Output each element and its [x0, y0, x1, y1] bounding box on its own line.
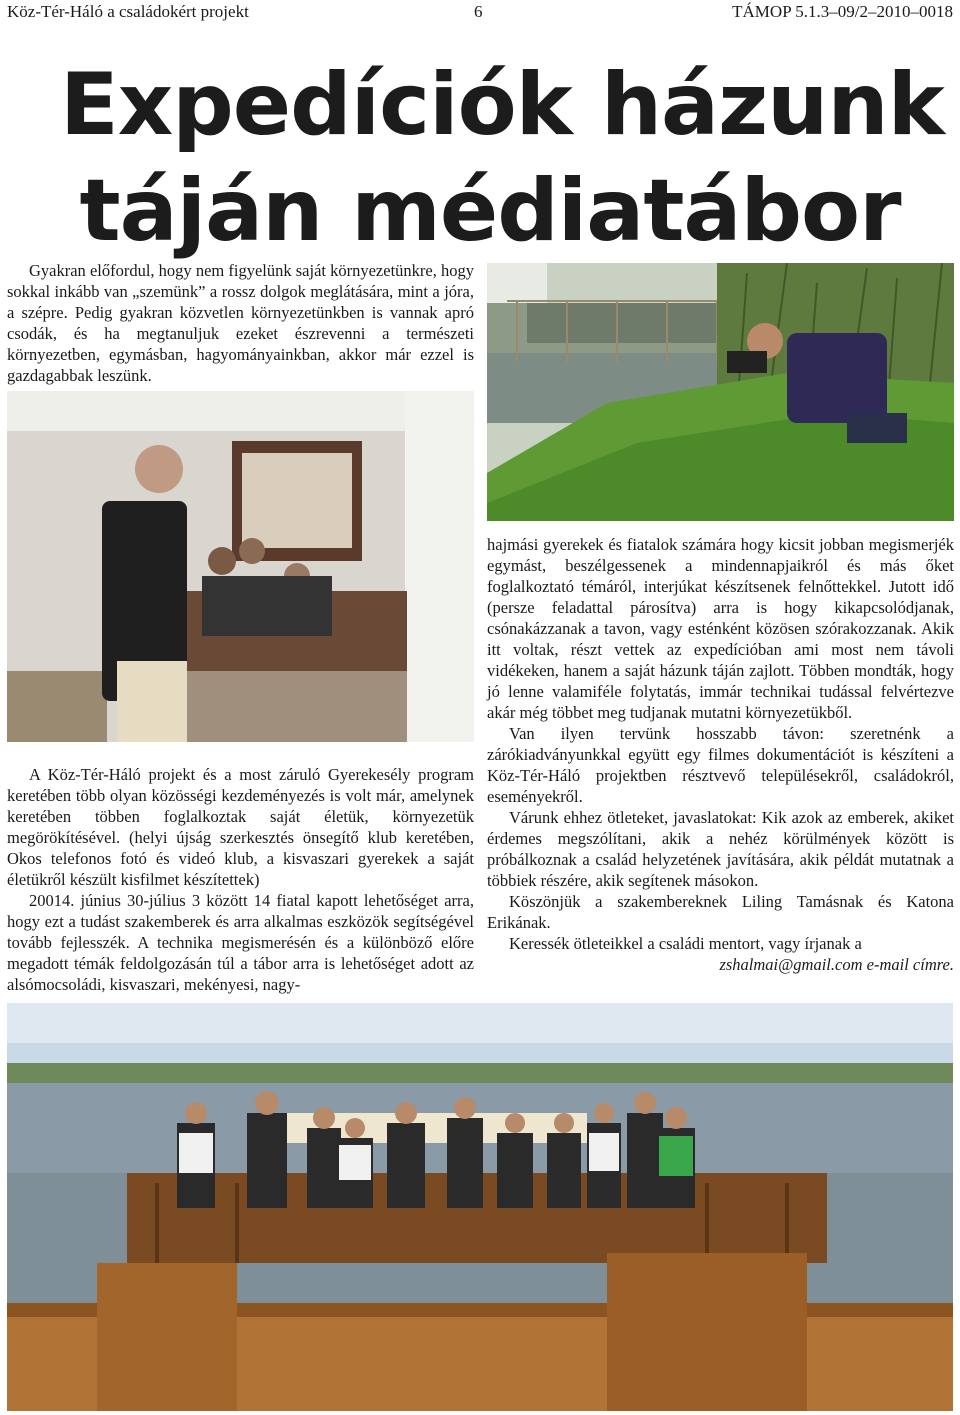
intro-text: Gyakran előfordul, hogy nem figyelünk saját környezetünkre, hogy sokkal inkább van „szemünk” a rossz dolgok meglátására, mint a jóra, a szépre. Pedig gyakran közvetlen környezetünkben is vannak apró csodák, és ha megtanuljuk ezeket észrevenni a természeti környezetben, egymásban, hagyományainkban, akkor már ezzel is gazdagabbak leszünk.: [7, 261, 474, 385]
photo-group-on-pier: [7, 1003, 953, 1411]
title-line-1: Expedíciók házunk: [60, 55, 944, 155]
header-project-name: Köz-Tér-Háló a családokért projekt: [7, 2, 249, 21]
col2-paragraph-3: Várunk ehhez ötleteket, javaslatokat: Kik azok az emberek, akiket érdemes megszólítani, akik a nehéz körülmények között is próbálkoznak a család helyzetének javítására, akik példát mutatnak a többiek részére, akik segítenek másokon.: [487, 808, 954, 890]
contact-email-line: zshalmai@gmail.com e-mail címre.: [719, 955, 954, 974]
intro-paragraph: [7, 260, 474, 386]
col2-paragraph-1: hajmási gyerekek és fiatalok számára hogy kicsit jobban megismerjék egymást, beszélgessenek a mindennapjaikról és más őket foglalkoztató témáról, interjúkat készítsenek felnőttekkel. Jutott idő (persze feladattal párosítva) arra is hogy kikapcsolódjanak, csónakázzanak a tavon, vagy esténként közösen szórakozzanak. Akik itt voltak, részt vettek az expedícióban ami most nem távoli vidékeken, hanem a saját házunk táján zajlott. Többen mondták, hogy jó lenne valamiféle folytatás, immár technikai tudással felvértezve akár még többet meg tudjanak mutatni környezetükből.: [487, 535, 954, 722]
article-column-left: [7, 764, 474, 995]
article-title: [60, 52, 944, 264]
col1-paragraph-1: A Köz-Tér-Háló projekt és a most záruló Gyerekesély program keretében több olyan közösségi kezdeményezés is volt már, amelynek keretében többen foglalkoztak saját életük, környezetük megörökítésével. (helyi újság szerkesztés önsegítő klub keretében, Okos telefonos fotó és videó klub, a kisvaszari gyerekek a saját életükről készült kisfilmet készítettek): [7, 765, 474, 889]
photo-workshop-room: [7, 391, 474, 742]
title-line-2: táján médiatábor: [79, 161, 901, 261]
page-number: 6: [474, 2, 483, 21]
photo-photographer-by-lake: [487, 263, 954, 521]
header-project-code: TÁMOP 5.1.3–09/2–2010–0018: [732, 2, 953, 21]
col2-paragraph-2: Van ilyen tervünk hosszabb távon: szeretnénk a zárókiadványunkkal együtt egy filmes dokumentációt is készíteni a Köz-Tér-Háló projektben résztvevő településekről, családokról, eseményekről.: [487, 724, 954, 806]
col2-paragraph-5: Keressék ötleteikkel a családi mentort, vagy írjanak a: [509, 934, 862, 953]
article-column-right: [487, 534, 954, 975]
col2-paragraph-4: Köszönjük a szakembereknek Liling Tamásnak és Katona Erikának.: [487, 892, 954, 932]
col1-paragraph-2: 20014. június 30-július 3 között 14 fiatal kapott lehetőséget arra, hogy ezt a tudást szakemberek és arra alkalmas eszközök segítségével tovább fejlesszék. A technika megismerésén és a különböző előre megadott témák feldolgozásán túl a tábor arra is lehetőséget adott az alsómocsoládi, kisvaszari, mekényesi, nagy-: [7, 891, 474, 994]
